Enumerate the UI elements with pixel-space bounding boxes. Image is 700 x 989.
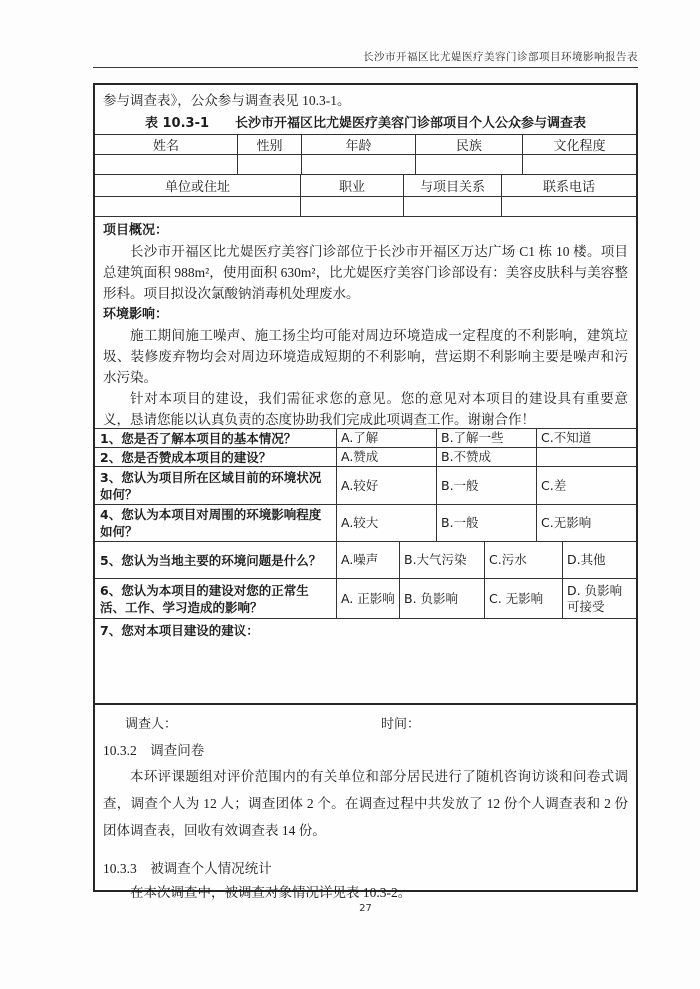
question-row (95, 467, 636, 505)
option-d: D. 负影响可接受 (567, 582, 623, 614)
table-row-blank (95, 197, 636, 217)
respondent-info-table (95, 134, 636, 217)
running-header-title: 长沙市开福区比尤媞医疗美容门诊部项目环境影响报告表 (363, 52, 638, 63)
blank-cell (502, 197, 636, 216)
blank-cell (238, 155, 302, 174)
blank-cell (95, 155, 238, 174)
header-project-relation: 与项目关系 (404, 175, 502, 196)
question-text: 5、您认为当地主要的环境问题是什么？ (95, 542, 337, 578)
overview-label: 项目概况： (103, 223, 169, 238)
header-divider (93, 67, 638, 68)
question-row (95, 542, 636, 579)
table-row (95, 135, 636, 155)
surveyor-signature-line (95, 705, 636, 731)
page-number: 27 (359, 903, 372, 914)
option-d: D.其他 (567, 552, 606, 567)
option-a: A.噪声 (337, 542, 400, 578)
option-empty (537, 448, 636, 466)
report-content-box (93, 83, 638, 900)
section-heading-10-3-2: 10.3.2 调查问卷 (103, 743, 205, 758)
option-b: B.一般 (437, 467, 537, 504)
environment-paragraph-2: 针对本项目的建设，我们需征求您的意见。您的意见对本项目的建设具有重要意义，恳请您能以认真负责的态度协助我们完成此项调查工作。谢谢合作！ (103, 391, 628, 427)
header-phone: 联系电话 (542, 179, 595, 194)
question-row (95, 448, 636, 467)
header-sex: 性别 (238, 135, 302, 154)
option-c: C.不知道 (541, 430, 592, 445)
option-a: A.较好 (337, 467, 437, 504)
continuation-text: 参与调查表》，公众参与调查表见 10.3-1。 (103, 93, 351, 108)
header-occupation: 职业 (301, 175, 404, 196)
option-b: B.一般 (437, 505, 537, 541)
suggestion-question-cell: 7、您对本项目建设的建议： (95, 619, 636, 705)
option-b: B.大气污染 (400, 542, 485, 578)
overview-paragraph: 长沙市开福区比尤媞医疗美容门诊部位于长沙市开福区万达广场 C1 栋 10 楼。项目总建筑面积 988m²，使用面积 630m²，比尤媞医疗美容门诊部设有：美容皮肤科与美容整形科。项目拟设次氯酸钠消毒机处理废水。 (103, 244, 628, 301)
option-c: C.差 (541, 477, 567, 493)
option-b: B. 负影响 (400, 579, 485, 618)
time-label: 时间： (381, 716, 421, 731)
option-a: A.较大 (337, 505, 437, 541)
option-c: C. 无影响 (485, 579, 563, 618)
project-description-block (95, 217, 636, 428)
option-c: C.污水 (485, 542, 563, 578)
question-row (95, 505, 636, 542)
environment-paragraph-1: 施工期间施工噪声、施工扬尘均可能对周边环境造成一定程度的不利影响，建筑垃圾、装修废弃物均会对周边环境造成短期的不利影响，营运期不利影响主要是噪声和污水污染。 (103, 328, 628, 385)
blank-cell (523, 155, 636, 174)
header-address: 单位或住址 (95, 175, 301, 196)
environment-label: 环境影响： (103, 307, 169, 322)
option-c: C.无影响 (541, 515, 592, 530)
header-education: 文化程度 (553, 138, 606, 153)
surveyor-label: 调查人： (125, 716, 178, 731)
question-text: 3、您认为项目所在区域目前的环境状况如何？ (95, 467, 337, 504)
table-caption-label: 表 10.3-1 (144, 116, 210, 131)
section-paragraph-10-3-3: 在本次调查中，被调查对象情况详见表 10.3-2。 (130, 885, 412, 900)
question-row (95, 429, 636, 448)
question-text: 1、您是否了解本项目的基本情况？ (95, 429, 337, 447)
option-b: B.不赞成 (437, 448, 537, 466)
table-caption (95, 109, 636, 134)
blank-cell (95, 197, 301, 216)
questionnaire-table (95, 428, 636, 705)
blank-cell (404, 197, 502, 216)
question-text: 2、您是否赞成本项目的建设？ (95, 448, 337, 466)
option-a: A. 正影响 (337, 579, 400, 618)
blank-cell (302, 155, 416, 174)
section-heading-10-3-3: 10.3.3 被调查个人情况统计 (103, 861, 272, 876)
option-b: B.了解一些 (437, 429, 537, 447)
option-a: A.了解 (337, 429, 437, 447)
option-a: A.赞成 (337, 448, 437, 466)
blank-cell (416, 155, 523, 174)
table-row (95, 175, 636, 197)
table-row-blank (95, 155, 636, 175)
blank-cell (301, 197, 404, 216)
header-ethnicity: 民族 (416, 135, 523, 154)
question-text: 4、您认为本项目对周围的环境影响程度如何？ (95, 505, 337, 541)
question-text: 6、您认为本项目的建设对您的正常生活、工作、学习造成的影响？ (95, 579, 337, 618)
header-name: 姓名 (95, 135, 238, 154)
question-row (95, 579, 636, 619)
table-caption-title: 长沙市开福区比尤媞医疗美容门诊部项目个人公众参与调查表 (235, 116, 587, 131)
header-age: 年龄 (302, 135, 416, 154)
section-paragraph-10-3-2: 本环评课题组对评价范围内的有关单位和部分居民进行了随机咨询访谈和问卷式调查，调查个人为 12 人；调查团体 2 个。在调查过程中共发放了 12 份个人调查表和 2 份团体调查表，回收有效调查表 14 份。 (103, 769, 628, 838)
